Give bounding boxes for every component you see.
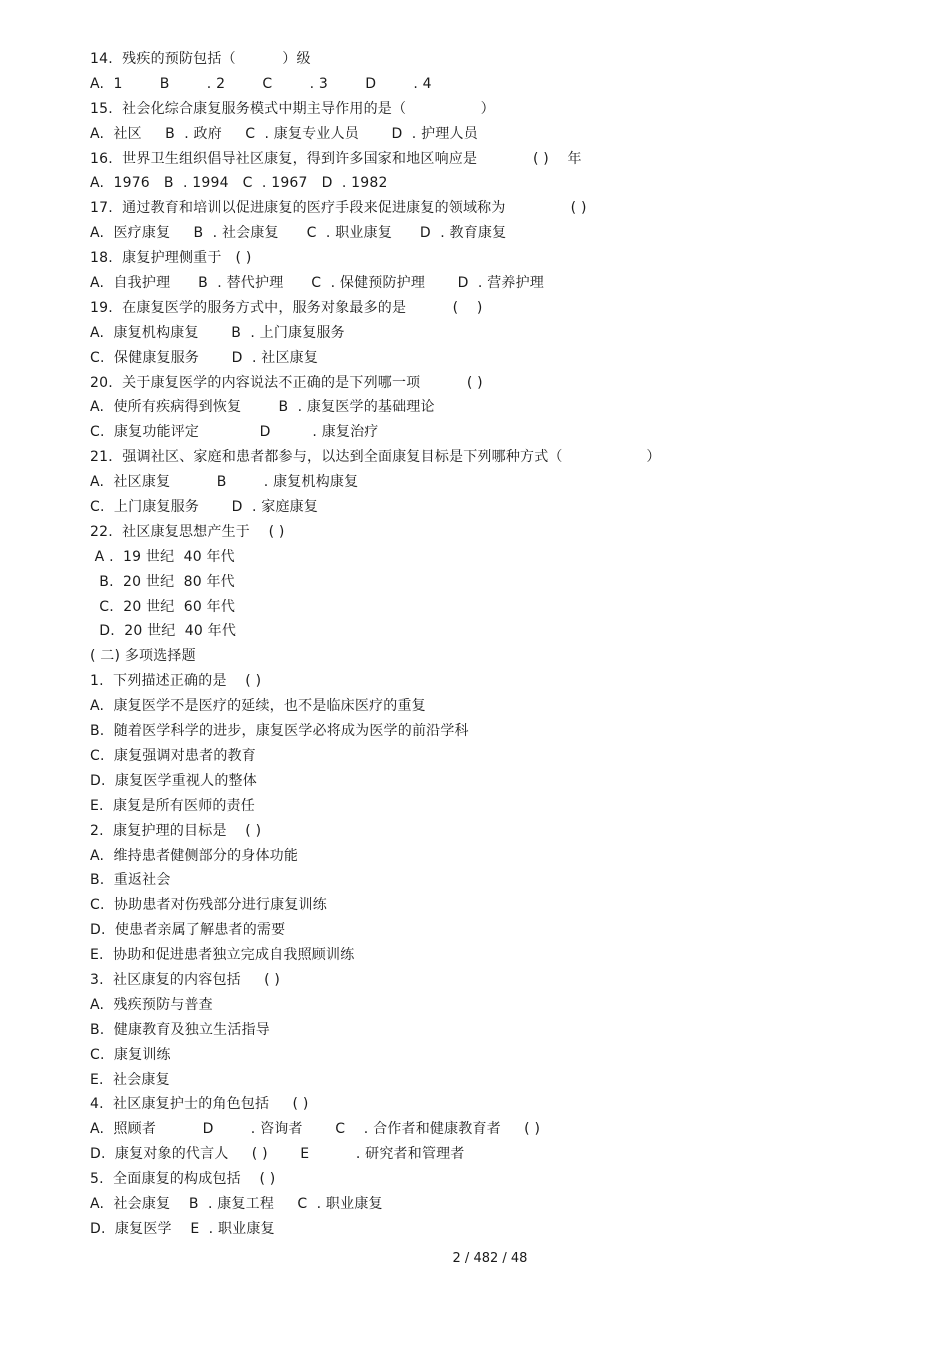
text-line: 16. 世界卫生组织倡导社区康复，得到许多国家和地区响应是 ( ) 年 <box>90 150 582 167</box>
text-line: D. 康复对象的代言人 ( ) E . 研究者和管理者 <box>90 1146 465 1163</box>
text-line: D. 康复医学 E . 职业康复 <box>90 1220 275 1237</box>
text-line: A. 自我护理 B . 替代护理 C . 保健预防护理 D . 营养护理 <box>90 275 544 292</box>
text-line: C. 20 世纪 60 年代 <box>90 598 236 615</box>
text-line: A. 社会康复 B . 康复工程 C . 职业康复 <box>90 1195 383 1212</box>
text-line: B. 随着医学科学的进步，康复医学必将成为医学的前沿学科 <box>90 723 469 740</box>
text-line: E. 社会康复 <box>90 1071 170 1088</box>
text-line: A. 1976 B . 1994 C . 1967 D . 1982 <box>90 175 388 192</box>
text-line: ( 二) 多项选择题 <box>90 648 196 665</box>
text-line: A. 医疗康复 B . 社会康复 C . 职业康复 D . 教育康复 <box>90 225 507 242</box>
text-line: A. 康复医学不是医疗的延续，也不是临床医疗的重复 <box>90 698 426 715</box>
text-line: D. 使患者亲属了解患者的需要 <box>90 922 286 939</box>
text-line: A. 社区 B . 政府 C . 康复专业人员 D . 护理人员 <box>90 125 478 142</box>
text-line: 1. 下列描述正确的是 ( ) <box>90 673 262 690</box>
page-number: 2 / 482 / 48 <box>452 1251 528 1266</box>
text-line: 14. 残疾的预防包括（ ）级 <box>90 51 311 67</box>
text-line: C. 协助患者对伤残部分进行康复训练 <box>90 897 327 914</box>
text-line: B. 重返社会 <box>90 872 171 889</box>
text-line: 4. 社区康复护士的角色包括 ( ) <box>90 1096 309 1113</box>
text-line: D. 康复医学重视人的整体 <box>90 772 257 789</box>
text-line: A. 照顾者 D . 咨询者 C . 合作者和健康教育者 ( ) <box>90 1121 541 1138</box>
text-line: A. 社区康复 B . 康复机构康复 <box>90 474 359 491</box>
text-line: D. 20 世纪 40 年代 <box>90 623 237 640</box>
text-line: 15. 社会化综合康复服务模式中期主导作用的是（ ） <box>90 100 495 117</box>
text-line: C. 康复功能评定 D . 康复治疗 <box>90 424 379 441</box>
text-line: A. 使所有疾病得到恢复 B . 康复医学的基础理论 <box>90 399 435 416</box>
text-line: 17. 通过教育和培训以促进康复的医疗手段来促进康复的领域称为 ( ) <box>90 200 587 217</box>
text-line: E. 康复是所有医师的责任 <box>90 797 255 814</box>
text-line: A. 1 B . 2 C . 3 D . 4 <box>90 75 432 92</box>
text-line: 3. 社区康复的内容包括 ( ) <box>90 971 281 988</box>
text-line: 18. 康复护理侧重于 ( ) <box>90 250 252 267</box>
text-line: C. 康复强调对患者的教育 <box>90 747 256 764</box>
text-line: 21．强调社区、家庭和患者都参与，以达到全面康复目标是下列哪种方式（ ） <box>90 449 661 466</box>
text-line: 20. 关于康复医学的内容说法不正确的是下列哪一项 ( ) <box>90 374 483 391</box>
text-line: 2. 康复护理的目标是 ( ) <box>90 822 262 839</box>
text-line: C. 上门康复服务 D . 家庭康复 <box>90 499 319 516</box>
text-line: B. 20 世纪 80 年代 <box>90 573 235 590</box>
text-line: 22. 社区康复思想产生于 ( ) <box>90 523 285 540</box>
text-line: A. 残疾预防与普查 <box>90 996 213 1013</box>
text-line: A. 康复机构康复 B . 上门康复服务 <box>90 324 345 341</box>
text-line: 5. 全面康复的构成包括 ( ) <box>90 1171 276 1188</box>
text-line: A. 维持患者健侧部分的身体功能 <box>90 847 299 864</box>
document-body <box>90 47 661 1242</box>
text-line: E. 协助和促进患者独立完成自我照顾训练 <box>90 947 355 964</box>
text-line: C. 保健康复服务 D . 社区康复 <box>90 349 319 366</box>
text-line: B. 健康教育及独立生活指导 <box>90 1021 270 1038</box>
text-line: A . 19 世纪 40 年代 <box>90 548 235 565</box>
text-line: 19. 在康复医学的服务方式中，服务对象最多的是 ( ) <box>90 299 483 316</box>
text-line: C. 康复训练 <box>90 1046 171 1063</box>
